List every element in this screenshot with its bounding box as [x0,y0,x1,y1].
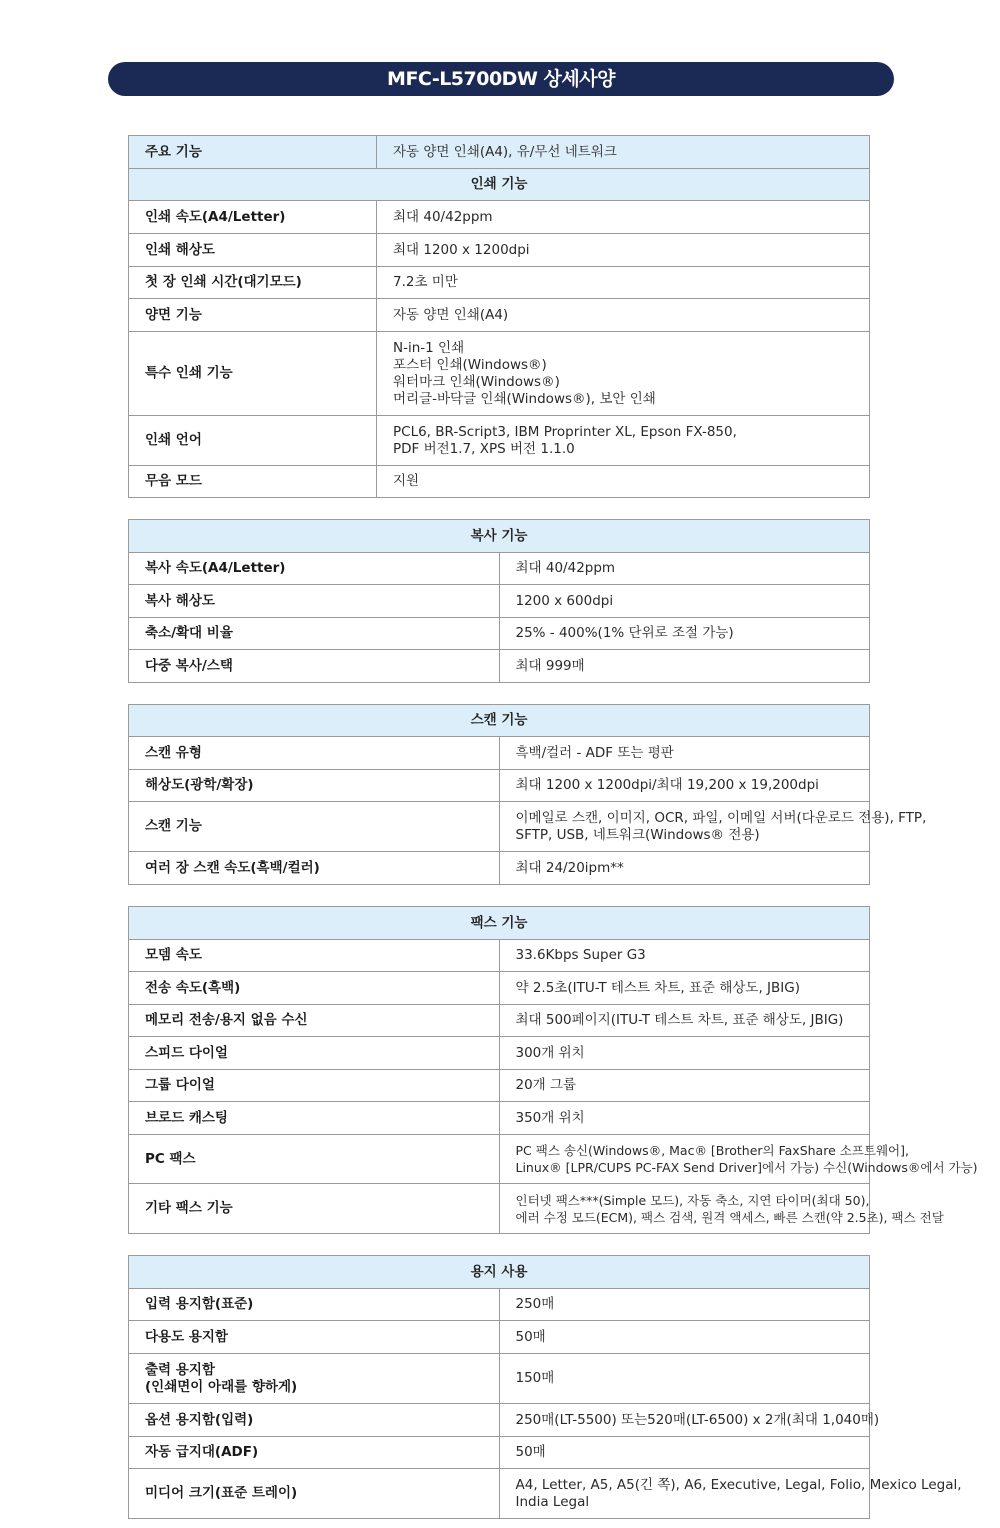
page-title: MFC-L5700DW 상세사양 [108,62,894,96]
table-row [129,267,870,299]
scan-section-header [129,705,870,737]
spec-value-line: 150매 [515,1370,555,1386]
spec-value [499,1289,870,1321]
spec-value-line: 최대 1200 x 1200dpi/최대 19,200 x 19,200dpi [515,777,819,793]
spec-key: PC 팩스 [129,1135,500,1184]
spec-value [499,553,870,585]
spec-value-line: 이메일로 스캔, 이미지, OCR, 파일, 이메일 서버(다운로드 전용), FTP, [515,809,927,826]
spec-value-line: 최대 40/42ppm [393,208,493,225]
spec-value [499,1354,870,1404]
fax-spec-table [128,906,978,1234]
spec-key: 스캔 기능 [129,802,500,852]
spec-key: 모뎀 속도 [129,940,500,972]
scan-section-title: 스캔 기능 [129,705,870,737]
spec-value-line: 포스터 인쇄(Windows®) [393,356,547,373]
spec-value [499,585,870,618]
spec-value [499,737,870,770]
spec-value [499,1070,870,1102]
table-row [129,553,870,585]
spec-value-line: 350개 위치 [515,1109,585,1126]
spec-value [377,416,870,466]
spec-value [499,1184,944,1234]
table-row [129,1437,870,1469]
spec-key: 인쇄 언어 [129,416,377,466]
table-row [129,1135,870,1184]
spec-value [499,618,870,650]
spec-value-line: A4, Letter, A5, A5(긴 쪽), A6, Executive, Legal, Folio, Mexico Legal, [515,1476,962,1493]
spec-value [377,234,870,267]
spec-value-line: 7.2초 미만 [393,274,458,290]
main-feature-value: 자동 양면 인쇄(A4), 유/무선 네트워크 [377,136,870,169]
spec-value [499,1135,978,1184]
spec-key: 옵션 용지함(입력) [129,1404,500,1437]
spec-value-line: 최대 40/42ppm [515,560,616,576]
spec-key: 기타 팩스 기능 [129,1184,500,1234]
spec-key: 여러 장 스캔 속도(흑백/컬러) [129,852,500,885]
paper-spec-table [128,1255,962,1519]
spec-value-line: 최대 500페이지(ITU-T 테스트 차트, 표준 해상도, JBIG) [515,1012,844,1028]
spec-key: 첫 장 인쇄 시간(대기모드) [129,267,377,299]
spec-value-line: PCL6, BR-Script3, IBM Proprinter XL, Epson FX-850, [393,423,737,440]
spec-value-line: 머리글-바닥글 인쇄(Windows®), 보안 인쇄 [393,390,656,407]
spec-key: 복사 해상도 [129,585,500,618]
spec-value-line: 250매 [515,1296,555,1312]
spec-key: 다중 복사/스택 [129,650,500,683]
spec-value [499,650,870,683]
paper-section-title: 용지 사용 [129,1256,870,1289]
spec-value-line: 최대 999매 [515,657,585,674]
print-section-header [129,169,870,201]
spec-value-line: 25% - 400%(1% 단위로 조절 가능) [515,625,734,641]
spec-key: 전송 속도(흑백) [129,972,500,1005]
fax-section-header [129,907,870,940]
scan-spec-table [128,704,927,885]
spec-value-line: 20개 그룹 [515,1077,577,1093]
spec-value [499,1102,870,1135]
table-row [129,299,870,332]
spec-value-line: 흑백/컬러 - ADF 또는 평판 [515,744,674,761]
table-row [129,1469,870,1519]
main-feature-key: 주요 기능 [129,136,377,169]
spec-key: 해상도(광학/확장) [129,770,500,802]
spec-key: 축소/확대 비율 [129,618,500,650]
spec-value-line: Linux® [LPR/CUPS PC-FAX Send Driver]에서 가능) 수신(Windows®에서 가능) [515,1160,978,1175]
spec-key: 그룹 다이얼 [129,1070,500,1102]
spec-key: 미디어 크기(표준 트레이) [129,1469,500,1519]
spec-value [499,1404,880,1437]
spec-value-line: 인터넷 팩스***(Simple 모드), 자동 축소, 지연 타이머(최대 50), [515,1192,870,1208]
table-row [129,1070,870,1102]
print-spec-table [128,135,870,498]
main-feature-row [129,136,870,169]
spec-value [377,267,870,299]
spec-value [499,770,870,802]
spec-key: 스피드 다이얼 [129,1037,500,1070]
spec-value-line: 에러 수정 모드(ECM), 팩스 검색, 원격 액세스, 빠른 스캔(약 2.5초), 팩스 전달 [515,1209,944,1225]
spec-value [499,1469,962,1519]
spec-key: 인쇄 속도(A4/Letter) [129,201,377,234]
spec-value-line: 워터마크 인쇄(Windows®) [393,373,560,390]
spec-key: 다용도 용지함 [129,1321,500,1354]
spec-key: 양면 기능 [129,299,377,332]
spec-value [499,1005,870,1037]
spec-value-line: 최대 24/20ipm** [515,859,624,876]
table-row [129,585,870,618]
spec-value [499,1437,870,1469]
spec-value-line: 250매(LT-5500) 또는520매(LT-6500) x 2개(최대 1,040매) [515,1411,880,1428]
spec-value-line: N-in-1 인쇄 [393,339,465,356]
table-row [129,737,870,770]
spec-value-line: 약 2.5초(ITU-T 테스트 차트, 표준 해상도, JBIG) [515,979,800,996]
spec-key: 복사 속도(A4/Letter) [129,553,500,585]
table-row [129,234,870,267]
spec-value [377,466,870,498]
table-row [129,466,870,498]
table-row [129,770,870,802]
spec-value-line: 50매 [515,1444,546,1460]
spec-value [377,332,870,416]
spec-value [499,940,870,972]
spec-key: 무음 모드 [129,466,377,498]
spec-value [499,1321,870,1354]
spec-value [499,972,870,1005]
spec-key: 특수 인쇄 기능 [129,332,377,416]
table-row [129,1005,870,1037]
spec-value-line: 33.6Kbps Super G3 [515,947,646,963]
spec-value [499,852,870,885]
spec-value-line: 지원 [393,473,420,489]
table-row [129,802,870,852]
table-row [129,1354,870,1404]
spec-key: 브로드 캐스팅 [129,1102,500,1135]
spec-key: 출력 용지함 (인쇄면이 아래를 향하게) [129,1354,500,1404]
spec-value-line: 최대 1200 x 1200dpi [393,241,530,258]
table-row [129,940,870,972]
spec-key: 인쇄 해상도 [129,234,377,267]
table-row [129,1404,870,1437]
table-row [129,1321,870,1354]
table-row [129,650,870,683]
table-row [129,618,870,650]
paper-section-header [129,1256,870,1289]
table-row [129,416,870,466]
spec-value-line: PC 팩스 송신(Windows®, Mac® [Brother의 FaxShare 소프트웨어], [515,1143,909,1158]
spec-value [499,802,927,852]
table-row [129,1289,870,1321]
table-row [129,852,870,885]
spec-value-line: 자동 양면 인쇄(A4) [393,306,509,323]
spec-key: 입력 용지함(표준) [129,1289,500,1321]
spec-value [377,299,870,332]
table-row [129,332,870,416]
table-row [129,1184,870,1234]
copy-section-header [129,520,870,553]
copy-spec-table [128,519,870,683]
copy-section-title: 복사 기능 [129,520,870,553]
spec-value-line: 300개 위치 [515,1044,585,1061]
spec-value-line: 50매 [515,1328,546,1345]
fax-section-title: 팩스 기능 [129,907,870,940]
spec-value [377,201,870,234]
print-section-title: 인쇄 기능 [129,169,870,201]
spec-value-line: PDF 버전1.7, XPS 버전 1.1.0 [393,440,575,457]
spec-key: 메모리 전송/용지 없음 수신 [129,1005,500,1037]
spec-value-line: India Legal [515,1493,590,1510]
table-row [129,1037,870,1070]
spec-key: 자동 급지대(ADF) [129,1437,500,1469]
spec-value [499,1037,870,1070]
spec-value-line: SFTP, USB, 네트워크(Windows® 전용) [515,826,760,843]
table-row [129,1102,870,1135]
spec-value-line: 1200 x 600dpi [515,592,614,609]
table-row [129,201,870,234]
table-row [129,972,870,1005]
spec-key: 스캔 유형 [129,737,500,770]
